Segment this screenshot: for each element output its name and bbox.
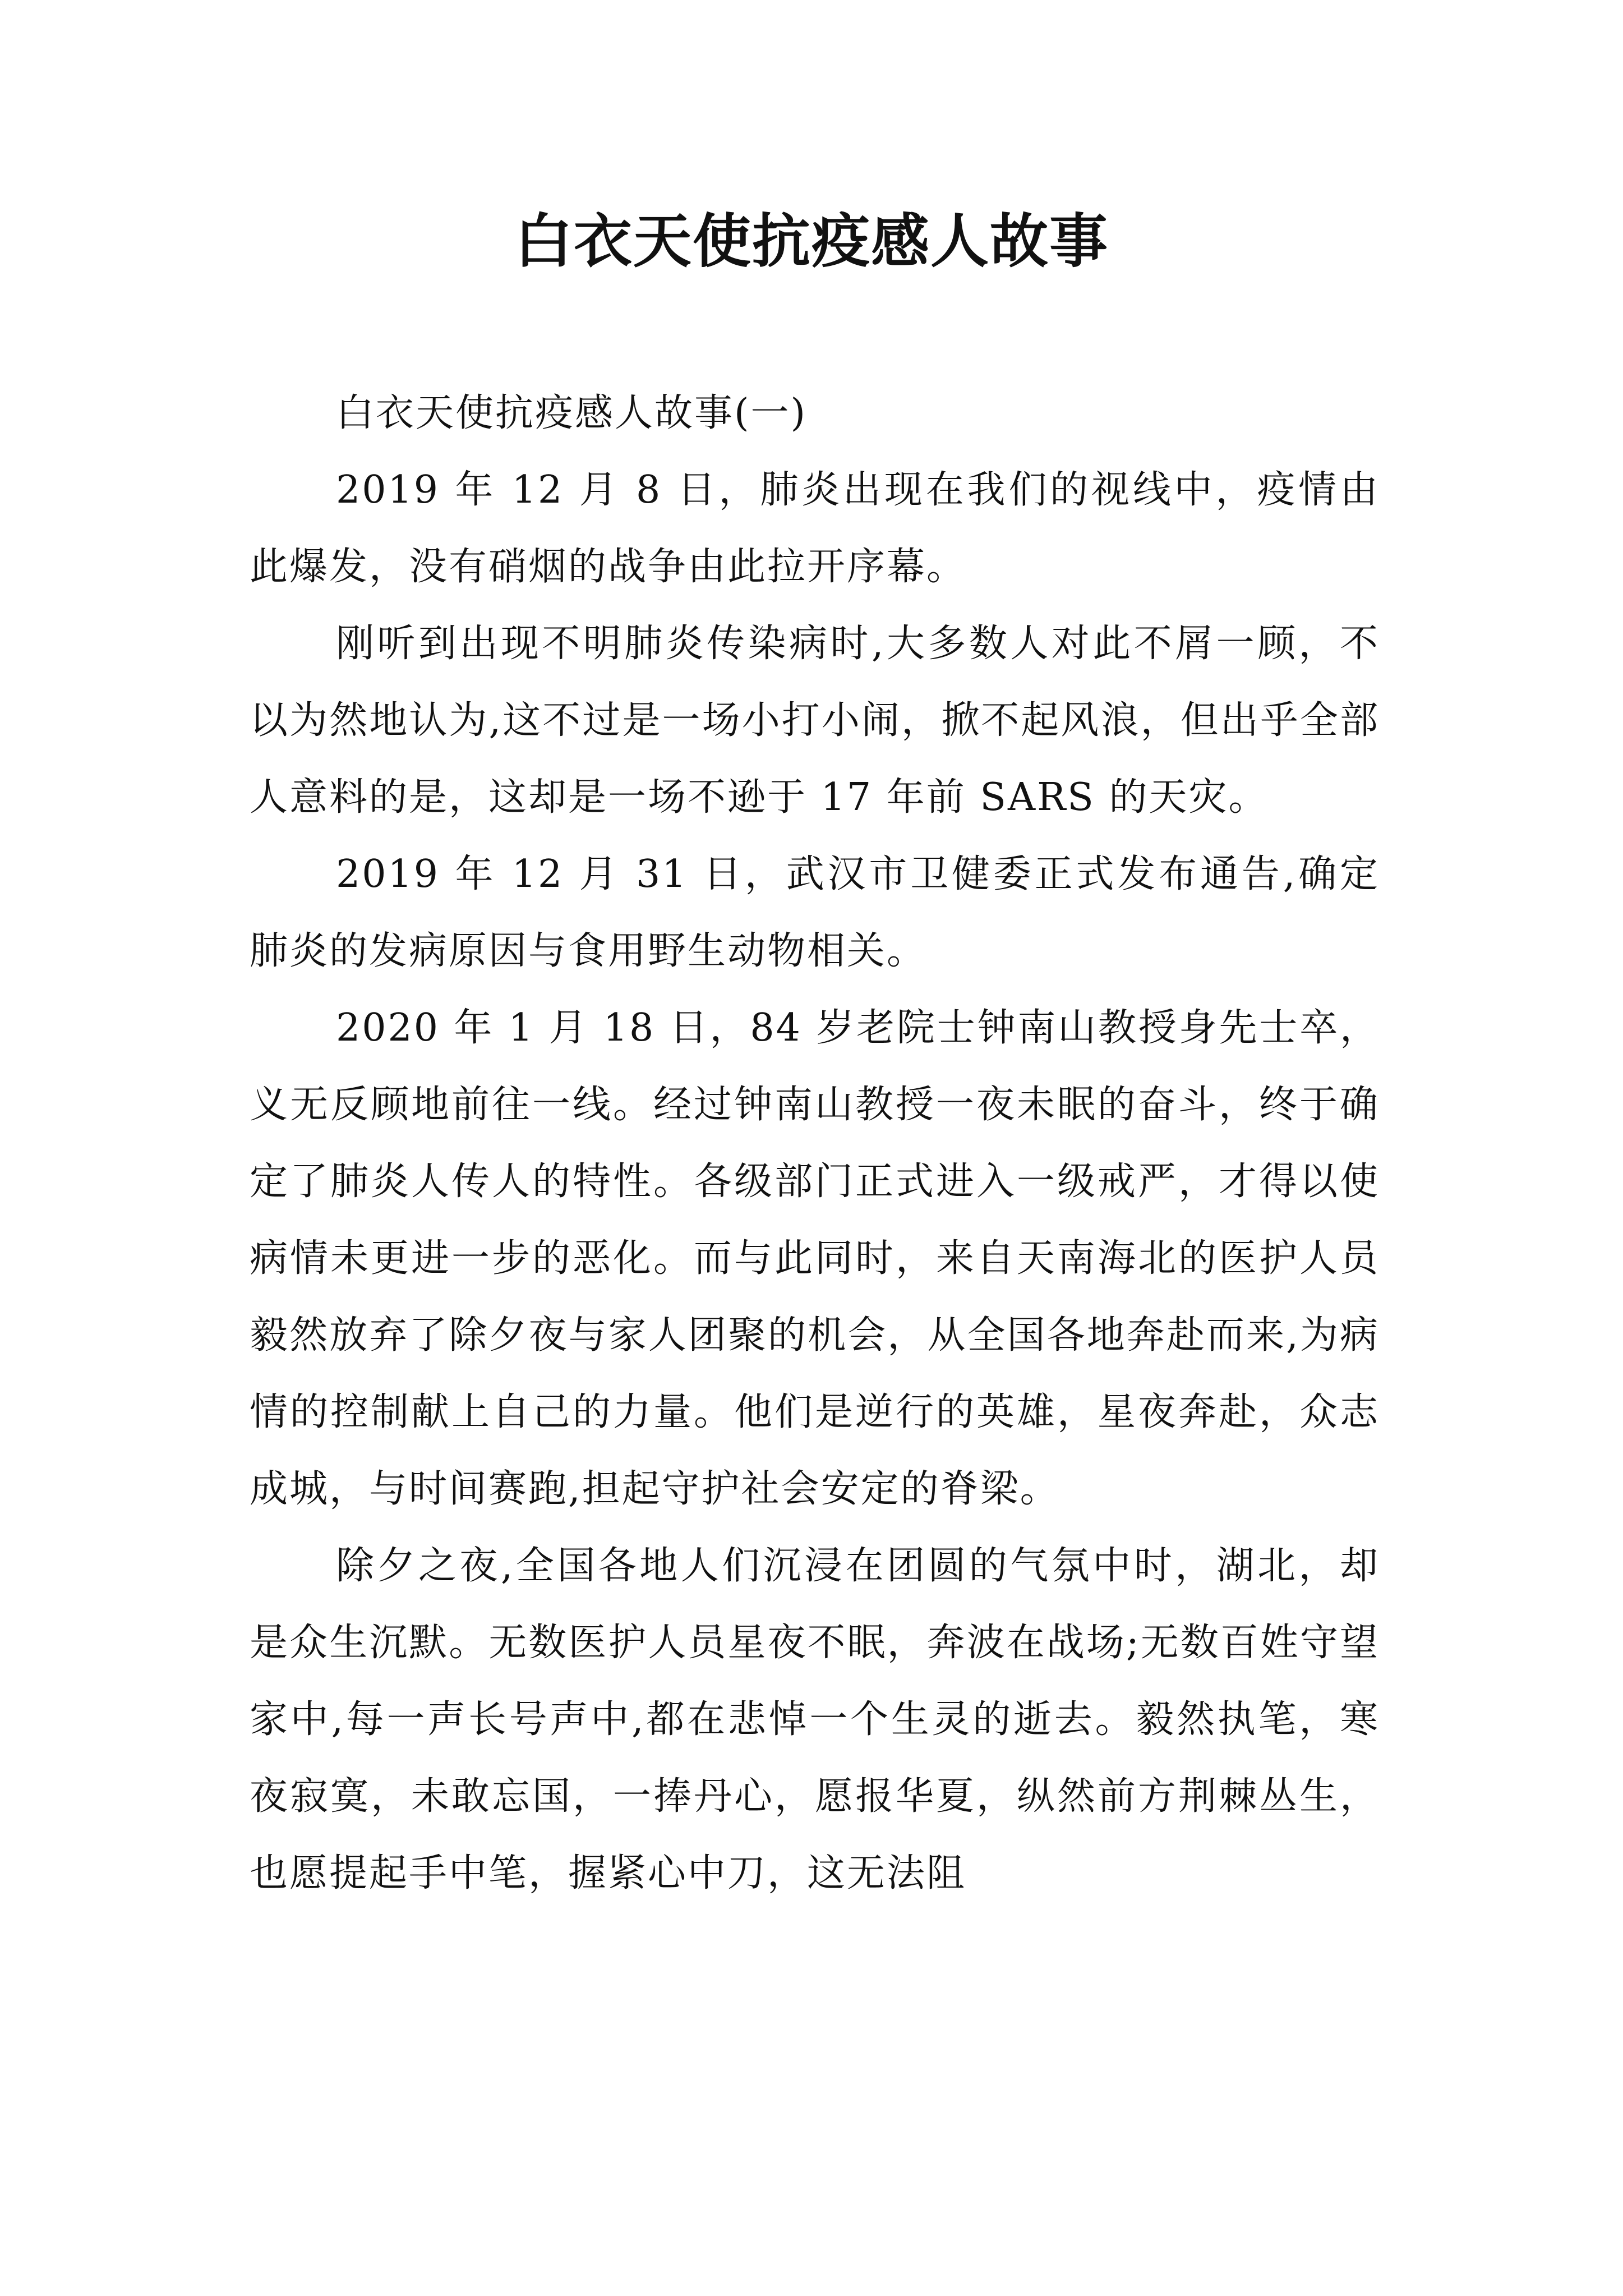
section-heading: 白衣天使抗疫感人故事(一)	[336, 391, 808, 435]
paragraph: 2020 年 1 月 18 日，84 岁老院士钟南山教授身先士卒，义无反顾地前往一线。经过钟南山教授一夜未眠的奋斗，终于确定了肺炎人传人的特性。各级部门正式进入一级戒严，才得以使病情未更进一步的恶化。而与此同时，来自天南海北的医护人员毅然放弃了除夕夜与家人团聚的机会，从全国各地奔赴而来,为病情的控制献上自己的力量。他们是逆行的英雄，星夜奔赴，众志成城，与时间赛跑,担起守护社会安定的脊梁。	[250, 1006, 1380, 1511]
document-body	[250, 375, 1380, 1912]
paragraph: 2019 年 12 月 8 日，肺炎出现在我们的视线中，疫情由此爆发，没有硝烟的战争由此拉开序幕。	[250, 468, 1380, 589]
paragraph: 除夕之夜,全国各地人们沉浸在团圆的气氛中时，湖北，却是众生沉默。无数医护人员星夜不眠，奔波在战场;无数百姓守望家中,每一声长号声中,都在悲悼一个生灵的逝去。毅然执笔，寒夜寂寞，未敢忘国，一捧丹心，愿报华夏，纵然前方荆棘丛生，也愿提起手中笔，握紧心中刀，这无法阻	[250, 1544, 1380, 1895]
paragraph: 刚听到出现不明肺炎传染病时,大多数人对此不屑一顾，不以为然地认为,这不过是一场小打小闹，掀不起风浪，但出乎全部人意料的是，这却是一场不逊于 17 年前 SARS 的天灾。	[250, 622, 1380, 820]
paragraph: 2019 年 12 月 31 日，武汉市卫健委正式发布通告,确定肺炎的发病原因与食用野生动物相关。	[250, 852, 1380, 973]
document-title: 白衣天使抗疫感人故事	[514, 206, 1109, 275]
